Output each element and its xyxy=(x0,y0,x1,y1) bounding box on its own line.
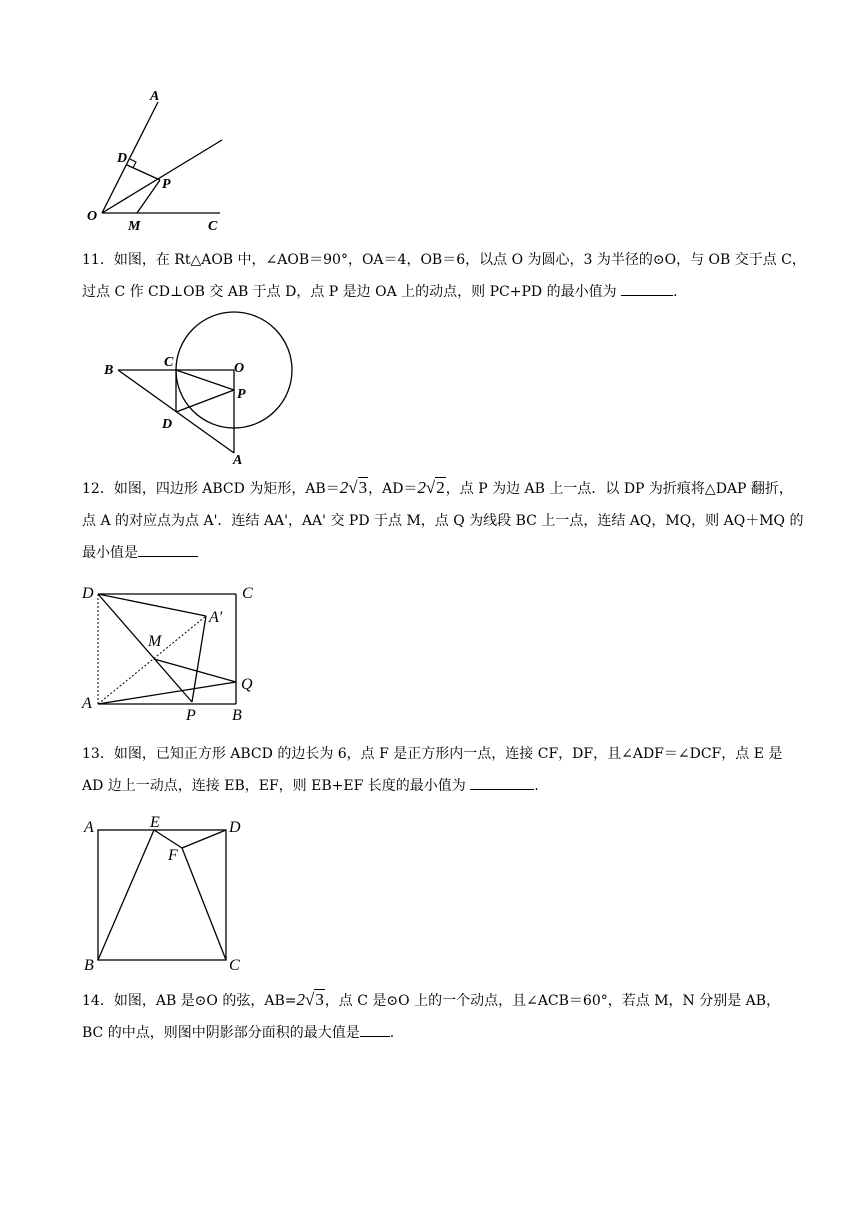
label-a: A xyxy=(233,453,243,468)
question-13-line1 xyxy=(82,738,782,770)
figure-q11-svg xyxy=(100,310,300,470)
figure-q12 xyxy=(80,582,270,722)
figure-q10 xyxy=(80,88,240,238)
label-o: O xyxy=(234,361,245,376)
answer-blank[interactable] xyxy=(621,295,673,296)
question-14-line2 xyxy=(82,1017,782,1049)
question-text: 最小值是 xyxy=(82,545,138,561)
segment-cp xyxy=(176,370,234,390)
segment-aa-prime xyxy=(98,616,206,704)
math-coef: 2 xyxy=(339,478,349,497)
math-radicand: 2 xyxy=(436,478,445,497)
label-e: E xyxy=(150,814,160,831)
label-a-prime: A′ xyxy=(209,609,223,626)
question-12-line1 xyxy=(82,472,793,505)
label-m: M xyxy=(148,633,162,650)
math-radicand: 3 xyxy=(315,990,324,1009)
label-c: C xyxy=(229,957,240,974)
question-text: ，AD＝ xyxy=(368,481,418,497)
question-text: ，点 P 为边 AB 上一点．以 DP 为折痕将△DAP 翻折， xyxy=(445,481,793,497)
segment-aq xyxy=(98,682,236,704)
label-b: B xyxy=(232,707,242,724)
label-m: M xyxy=(128,219,141,234)
question-12-line3 xyxy=(82,537,782,569)
label-q: Q xyxy=(241,676,253,693)
label-d: D xyxy=(229,819,241,836)
question-text: ，点 C 是⊙O 上的一个动点，且∠ACB＝60°，若点 M，N 分别是 AB， xyxy=(324,993,781,1009)
segment-fd xyxy=(182,830,226,848)
figure-q12-svg xyxy=(80,582,270,722)
question-text: 点 A 的对应点为点 A'．连结 AA'，AA' 交 PD 于点 M，点 Q 为线段 BC 上一点，连结 AQ，MQ，则 AQ＋MQ 的 xyxy=(82,513,804,529)
label-f: F xyxy=(168,847,178,864)
math-ad: 2√2 xyxy=(417,478,445,497)
segment-dp xyxy=(127,165,160,180)
label-o: O xyxy=(87,209,98,224)
label-d: D xyxy=(162,417,173,432)
question-text: 如图，四边形 ABCD 为矩形，AB＝ xyxy=(113,481,340,497)
figure-q10-svg xyxy=(80,88,240,238)
answer-blank[interactable] xyxy=(360,1036,390,1037)
question-11 xyxy=(82,244,806,308)
question-14 xyxy=(82,984,782,1049)
question-number: 12． xyxy=(82,481,114,497)
question-14-line1 xyxy=(82,984,782,1017)
label-a: A xyxy=(150,89,160,104)
label-a: A xyxy=(82,695,92,712)
question-12-line2 xyxy=(82,505,804,537)
answer-blank[interactable] xyxy=(470,789,534,790)
question-text: . xyxy=(673,284,678,300)
label-d: D xyxy=(82,585,94,602)
question-number: 14． xyxy=(82,993,114,1009)
label-c: C xyxy=(164,355,174,370)
segment-mq xyxy=(154,659,236,682)
question-text: 过点 C 作 CD⊥OB 交 AB 于点 D，点 P 是边 OA 上的动点，则 PC+PD 的最小值为 xyxy=(82,284,622,300)
question-text: . xyxy=(389,1025,395,1041)
label-c: C xyxy=(208,219,218,234)
question-text: 如图，已知正方形 ABCD 的边长为 6，点 F 是正方形内一点，连接 CF，DF，且∠ADF＝∠DCF，点 E 是 xyxy=(113,746,783,762)
label-b: B xyxy=(104,363,114,378)
question-number: 13． xyxy=(82,746,114,762)
label-p: P xyxy=(237,387,246,402)
square-abcd xyxy=(98,830,226,960)
answer-blank[interactable] xyxy=(138,556,198,557)
question-text: BC 的中点，则图中阴影部分面积的最大值是 xyxy=(82,1025,360,1041)
question-text: . xyxy=(534,778,539,794)
segment-ef xyxy=(154,830,182,848)
label-p: P xyxy=(186,707,196,724)
label-c: C xyxy=(242,585,253,602)
label-a: A xyxy=(84,819,94,836)
math-ab: 2√3 xyxy=(339,478,368,497)
question-11-line1 xyxy=(82,244,806,276)
question-text: 如图，在 Rt△AOB 中，∠AOB＝90°，OA＝4，OB＝6，以点 O 为圆心，3 为半径的⊙O，与 OB 交于点 C， xyxy=(113,252,806,268)
question-text: AD 边上一动点，连接 EB，EF，则 EB+EF 长度的最小值为 xyxy=(82,778,471,794)
label-d: D xyxy=(117,151,128,166)
question-text: 如图，AB 是⊙O 的弦，AB= xyxy=(113,993,297,1009)
label-b: B xyxy=(84,957,94,974)
math-radicand: 3 xyxy=(358,478,368,497)
math-ab: 2√3 xyxy=(296,990,324,1009)
segment-be xyxy=(98,830,154,960)
label-p: P xyxy=(162,177,171,192)
question-13-line2 xyxy=(82,770,782,802)
math-coef: 2 xyxy=(417,478,426,497)
figure-q13-svg xyxy=(82,814,252,974)
question-12 xyxy=(82,472,804,569)
math-coef: 2 xyxy=(296,990,305,1009)
question-13 xyxy=(82,738,782,802)
question-11-line2 xyxy=(82,276,782,308)
segment-fc xyxy=(182,848,226,960)
question-number: 11． xyxy=(82,252,114,268)
figure-q11 xyxy=(100,310,300,470)
figure-q13 xyxy=(82,814,252,974)
